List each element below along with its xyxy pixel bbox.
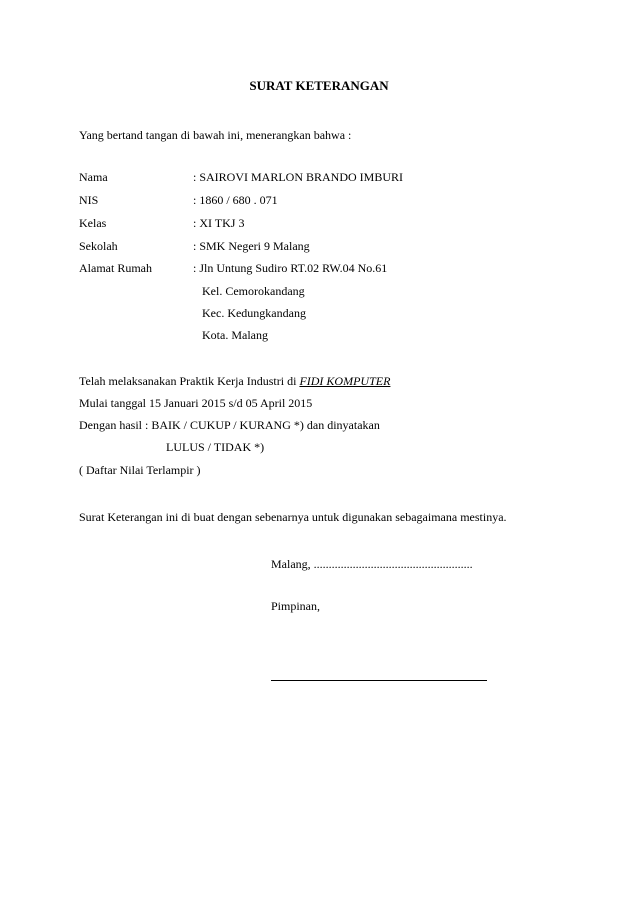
field-label-alamat: Alamat Rumah — [79, 261, 152, 275]
field-value-kelas: : XI TKJ 3 — [193, 216, 245, 230]
signature-place-date: Malang, ..................................................... — [271, 557, 473, 571]
field-value-nama: : SAIROVI MARLON BRANDO IMBURI — [193, 170, 404, 184]
closing-text: Surat Keterangan ini di buat dengan sebenarnya untuk digunakan sebagaimana mestinya. — [79, 510, 507, 524]
field-value-alamat: : Jln Untung Sudiro RT.02 RW.04 No.61 — [193, 261, 388, 275]
body-line-2: Mulai tanggal 15 Januari 2015 s/d 05 April 2015 — [79, 396, 313, 410]
address-kecamatan: Kec. Kedungkandang — [202, 306, 306, 320]
body-line-5: ( Daftar Nilai Terlampir ) — [79, 463, 201, 477]
body-line-3: Dengan hasil : BAIK / CUKUP / KURANG *) dan dinyatakan — [79, 418, 380, 432]
signature-role: Pimpinan, — [271, 599, 321, 613]
signature-line — [271, 680, 487, 681]
body-line-4: LULUS / TIDAK *) — [166, 440, 265, 454]
intro-text: Yang bertand tangan di bawah ini, menerangkan bahwa : — [79, 128, 352, 142]
field-value-nis: : 1860 / 680 . 071 — [193, 193, 278, 207]
field-label-nama: Nama — [79, 170, 108, 184]
body-line-1 — [79, 375, 390, 387]
address-kota: Kota. Malang — [202, 328, 268, 342]
company-name: FIDI KOMPUTER — [299, 374, 391, 388]
address-kelurahan: Kel. Cemorokandang — [202, 284, 305, 298]
field-value-sekolah: : SMK Negeri 9 Malang — [193, 239, 310, 253]
field-label-kelas: Kelas — [79, 216, 107, 230]
letter-title: SURAT KETERANGAN — [249, 78, 389, 93]
field-label-nis: NIS — [79, 193, 99, 207]
body-line-1-prefix: Telah melaksanakan Praktik Kerja Industri di — [79, 374, 300, 388]
field-label-sekolah: Sekolah — [79, 239, 118, 253]
